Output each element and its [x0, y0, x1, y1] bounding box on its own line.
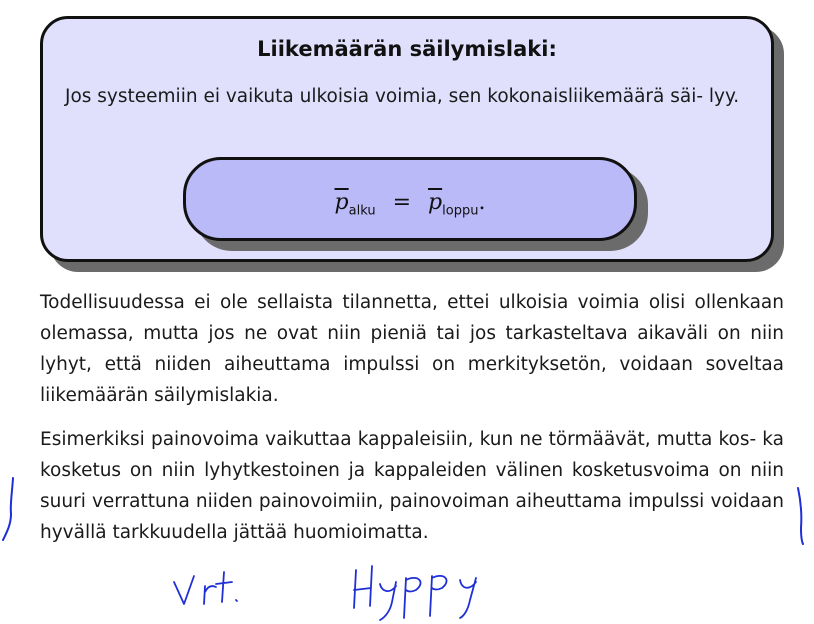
- formula-box: [183, 157, 637, 241]
- formula-operator: =: [392, 190, 412, 215]
- paragraph-external-forces: Todellisuudessa ei ole sellaista tilannetta, ettei ulkoisia voimia olisi ollenkaan olemassa, mutta jos ne ovat niin pieniä tai jos tarkasteltava aikaväli on niin lyhyt, että niiden aiheuttama impulssi on merkityksetön, voidaan soveltaa liikemäärän säilymislakia.: [40, 292, 784, 406]
- formula-end: .: [478, 190, 486, 215]
- margin-bracket-left: [0, 474, 20, 544]
- formula-lhs-symbol: $\overline{p}$: [334, 190, 349, 215]
- formula-lhs-subscript: alku: [348, 203, 376, 219]
- law-title: Liikemäärän säilymislaki:: [257, 37, 557, 61]
- margin-bracket-right: [792, 484, 812, 548]
- paragraph-gravity-example: Esimerkiksi painovoima vaikuttaa kappaleisiin, kun ne törmäävät, mutta kos- ka kosketus on niin lyhytkestoinen ja kappaleiden välinen kosketusvoima on niin suuri verrattuna niiden painovoimiin, painovoiman aiheuttama impulssi voidaan hyvällä tarkkuudella jättää huomioimatta.: [40, 429, 784, 543]
- formula-rhs-symbol: $\overline{p}$: [428, 190, 443, 215]
- momentum-equation: [186, 190, 634, 218]
- handwritten-note: [170, 560, 500, 622]
- formula-rhs-subscript: loppu: [442, 203, 479, 219]
- law-statement: Jos systeemiin ei vaikuta ulkoisia voimia, sen kokonaisliikemäärä säi- lyy.: [65, 86, 740, 107]
